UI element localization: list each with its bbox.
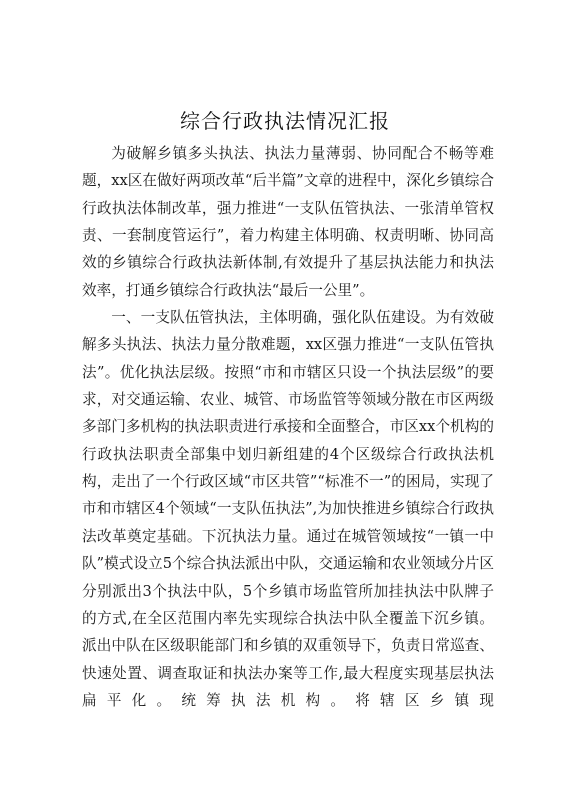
document-body (82, 140, 494, 714)
paragraph-intro: 为破解乡镇多头执法、执法力量薄弱、协同配合不畅等难题，xx区在做好两项改革“后半篇”文章的进程中，深化乡镇综合行政执法体制改革，强力推进“一支队伍管执法、一张清单管权责、一套制度管运行”，着力构建主体明确、权责明晰、协同高效的乡镇综合行政执法新体制,有效提升了基层执法能力和执法效率，打通乡镇综合行政执法“最后一公里”。 (82, 145, 494, 299)
document-title: 综合行政执法情况汇报 (180, 109, 390, 133)
paragraph-section-one: 一、一支队伍管执法，主体明确，强化队伍建设。为有效破解多头执法、执法力量分散难题，xx区强力推进“一支队伍管执法”。优化执法层级。按照“市和市辖区只设一个执法层级”的要求，对交通运输、农业、城管、市场监管等领域分散在市区两级多部门多机构的执法职责进行承接和全面整合，市区xx个机构的行政执法职责全部集中划归新组建的4个区级综合行政执法机构，走出了一个行政区域“市区共管”“标准不一”的困局，实现了市和市辖区4个领域“一支队伍执法”,为加快推进乡镇综合行政执法改革奠定基础。下沉执法力量。通过在城管领域按“一镇一中队”模式设立5个综合执法派出中队，交通运输和农业领域分片区分别派出3个执法中队，5个乡镇市场监管所加挂执法中队牌子的方式,在全区范围内率先实现综合执法中队全覆盖下沉乡镇。派出中队在区级职能部门和乡镇的双重领导下，负责日常巡查、快速处置、调查取证和执法办案等工作,最大程度实现基层执法扁平化。统筹执法机构。将辖区乡镇现 (82, 309, 494, 709)
